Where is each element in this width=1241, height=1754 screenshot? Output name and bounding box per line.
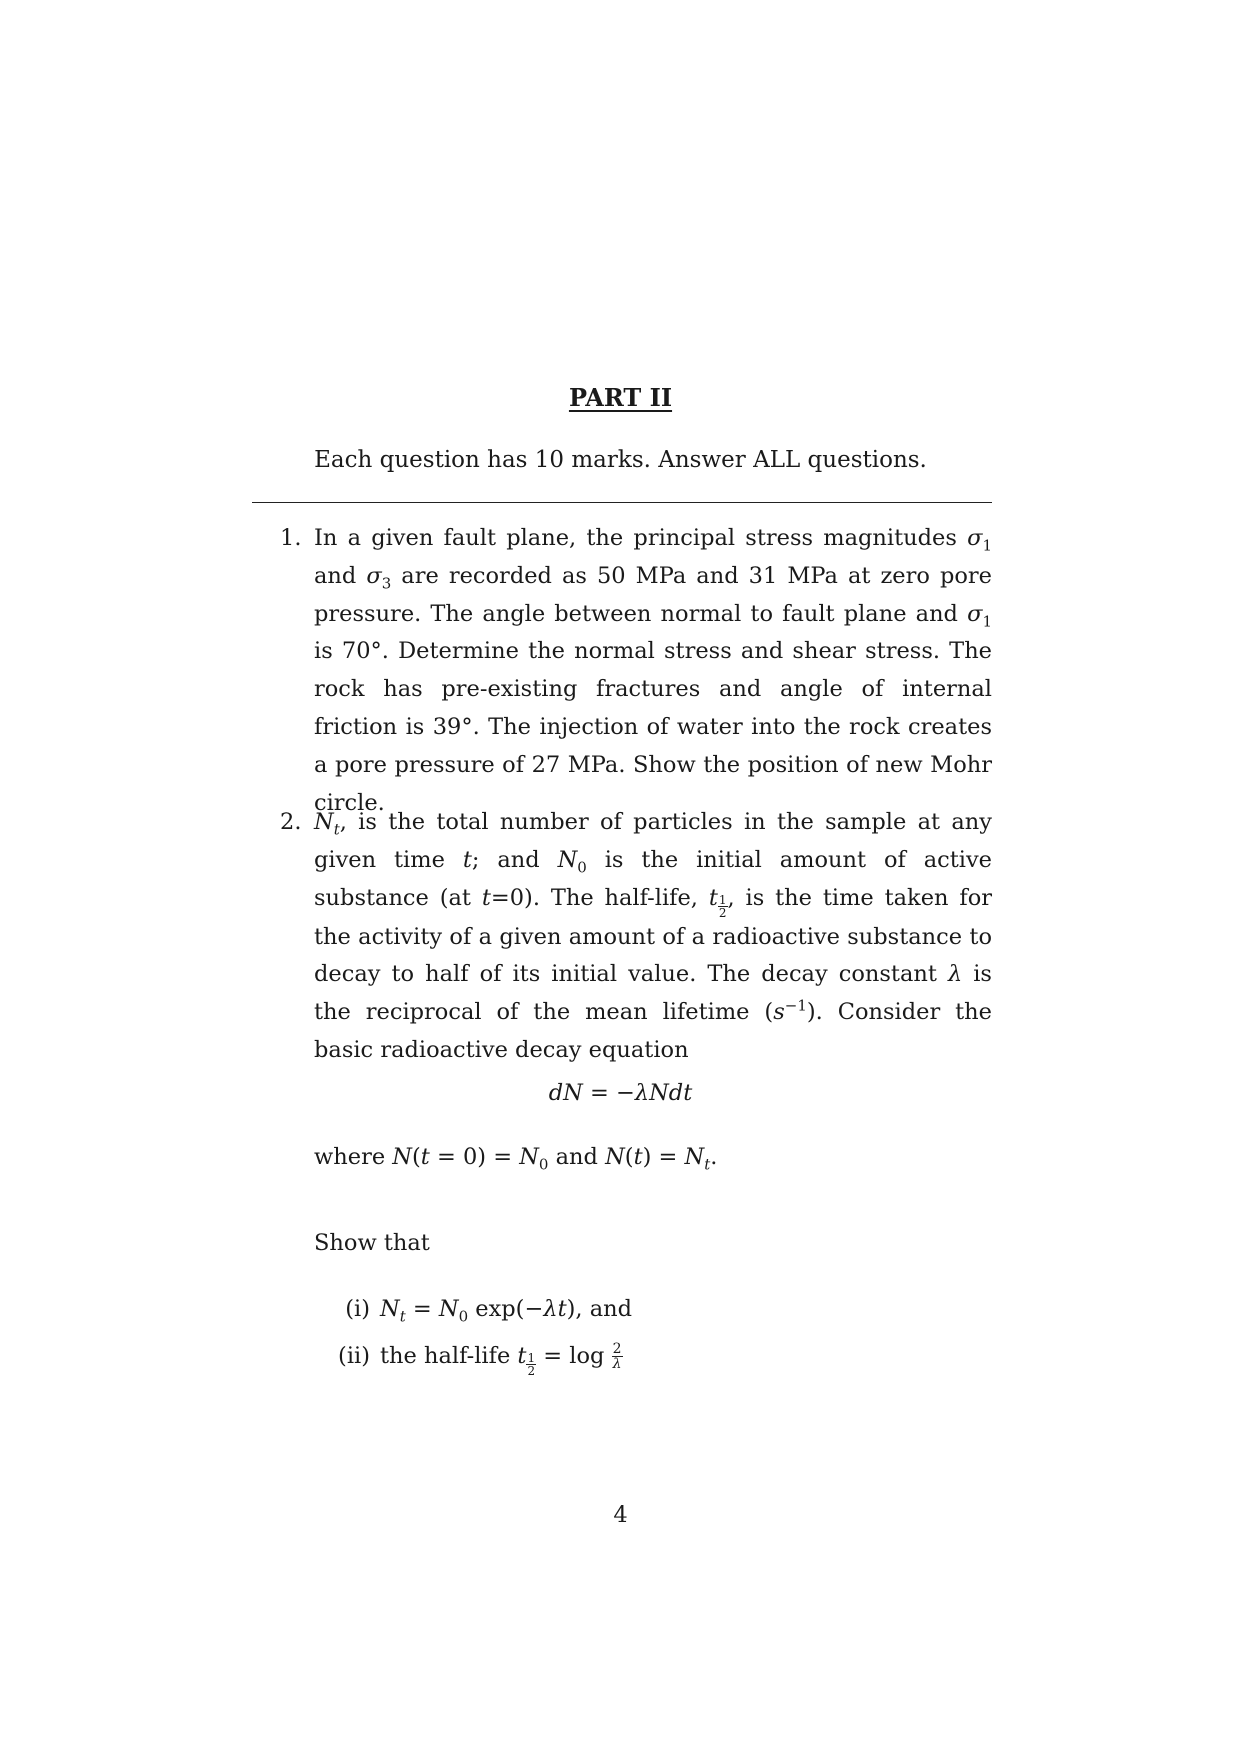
divider-rule — [252, 502, 992, 503]
question-text: $N_t$, is the total number of particles in the sample at any given time t; and $N_0$ is the initial amount of active substance (at t=0). The half-life, t $_{\frac{1}{2}}$ , is the time taken for the activity of a given amount of a radioactive substance to decay to half of its initial value. The decay constant λ is the reciprocal of the mean lifetime $(s^{-1})$. Consider the basic radioactive decay equation — [314, 809, 992, 1063]
sub-item-ii — [324, 1342, 623, 1377]
sub-item-i — [324, 1296, 633, 1326]
page-number: 4 — [613, 1502, 628, 1528]
part-title: PART II — [568, 383, 673, 412]
decay-equation: dN = −λNdt — [548, 1080, 693, 1106]
question-1 — [280, 520, 992, 822]
sub-item-text: $N_t = N_0$ exp(−λt), and — [380, 1296, 633, 1326]
question-2 — [280, 804, 992, 1070]
instructions: Each question has 10 marks. Answer ALL questions. — [314, 447, 927, 473]
question-text: In a given fault plane, the principal stress magnitudes $\sigma_1$ and $\sigma_3$ are recorded as 50 MPa and 31 MPa at zero pore pressure. The angle between normal to fault plane and $\sigma_1$ is 70°. Determine the normal stress and shear stress. The rock has pre-existing fractures and angle of internal friction is 39°. The injection of water into the rock creates a pore pressure of 27 MPa. Show the position of new Mohr circle. — [314, 525, 992, 816]
show-that: Show that — [314, 1230, 430, 1256]
sub-item-label: (ii) — [338, 1342, 370, 1369]
question-number: 1. — [280, 525, 302, 551]
sub-item-label: (i) — [345, 1296, 370, 1322]
question-number: 2. — [280, 809, 302, 835]
where-clause: where $N(t = 0) = N_0$ and $N(t) = N_t$. — [314, 1144, 718, 1174]
sub-item-text: the half-life t $_{\frac{1}{2}}$ = log $\frac{2}{\lambda}$ — [380, 1341, 622, 1378]
